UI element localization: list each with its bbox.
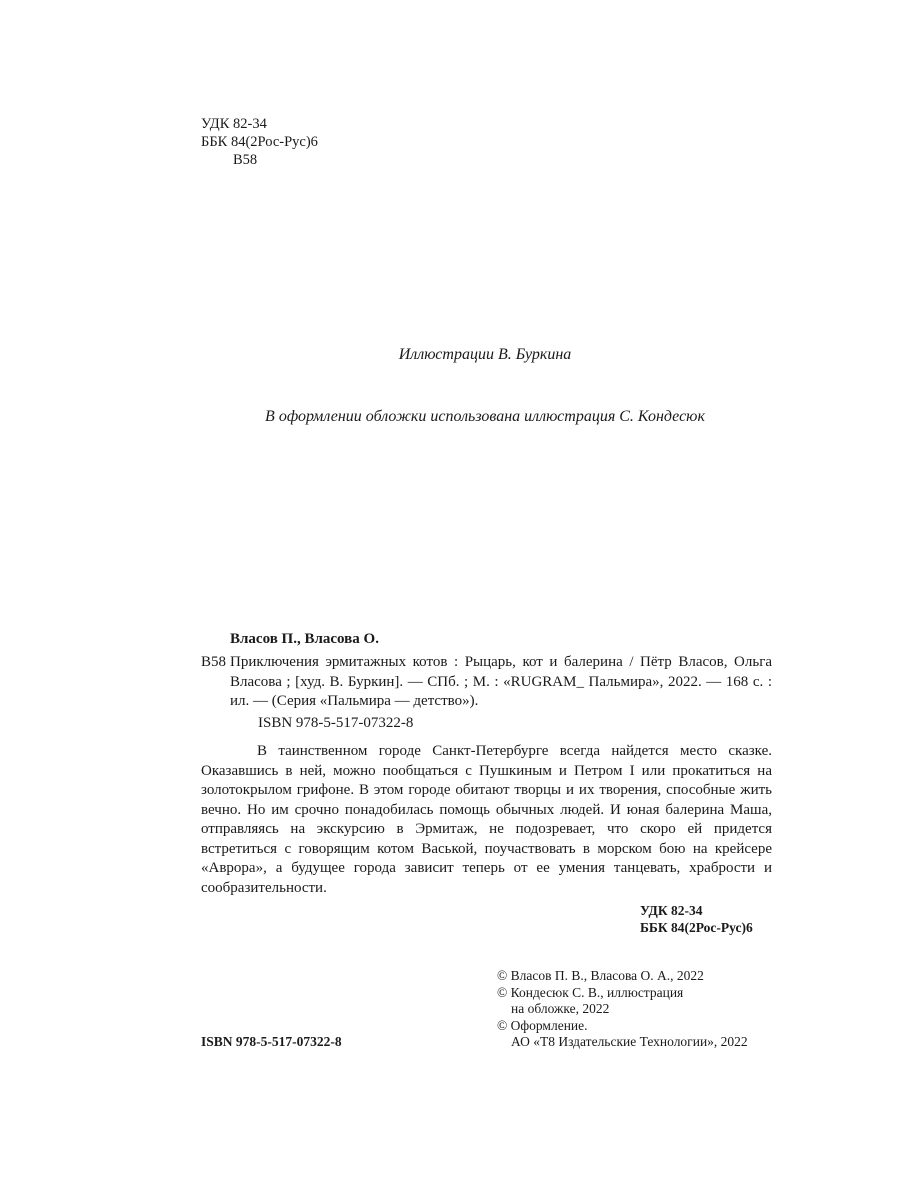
bibliographic-description: Приключения эрмитажных котов : Рыцарь, кот и балерина / Пётр Власов, Ольга Власова ; [худ. В. Буркин]. — СПб. ; М. : «RUGRAM_ Пальмира», 2022. — 168 с. : ил. — (Серия «Пальмира — детство»). — [230, 654, 772, 709]
illustrations-credit: Иллюстрации В. Буркина — [398, 346, 572, 363]
author-code-top: В58 — [233, 152, 258, 168]
copyright-publisher: АО «Т8 Издательские Технологии», 2022 — [511, 1034, 748, 1049]
cover-credit: В оформлении обложки использована иллюстрация С. Кондесюк — [265, 408, 705, 425]
author-code: В58 — [201, 654, 227, 670]
isbn: ISBN 978-5-517-07322-8 — [258, 715, 414, 731]
copyright-illustrator-cont: на обложке, 2022 — [511, 1001, 610, 1016]
copyright-design: © Оформление. — [497, 1017, 588, 1033]
bbk-code-bottom: ББК 84(2Рос-Рус)6 — [640, 920, 753, 935]
annotation-paragraph: В таинственном городе Санкт-Петербурге всегда найдется место сказке. Оказавшись в ней, можно пообщаться с Пушкиным и Петром I или прокатиться на золотокрылом грифоне. В этом городе обитают творцы и их творения, способные жить вечно. Но им срочно понадобилась помощь обычных людей. И юная балерина Маша, отправляясь на экскурсию в Эрмитаж, не подозревает, что скоро ей придется встретиться с говорящим котом Васькой, поучаствовать в морском бою на крейсере «Аврора», а будущее города зависит теперь от ее умения танцевать, храбрости и сообразительности. — [201, 743, 772, 896]
isbn-bottom: ISBN 978-5-517-07322-8 — [201, 1034, 342, 1049]
udk-code-bottom: УДК 82-34 — [640, 903, 703, 918]
bbk-code-top: ББК 84(2Рос-Рус)6 — [201, 134, 318, 150]
authors-heading: Власов П., Власова О. — [230, 631, 379, 647]
copyright-authors: © Власов П. В., Власова О. А., 2022 — [497, 968, 704, 983]
udk-code-top: УДК 82-34 — [201, 116, 267, 132]
copyright-illustrator: © Кондесюк С. В., иллюстрация — [497, 984, 684, 1000]
copyright-block — [497, 968, 787, 1034]
